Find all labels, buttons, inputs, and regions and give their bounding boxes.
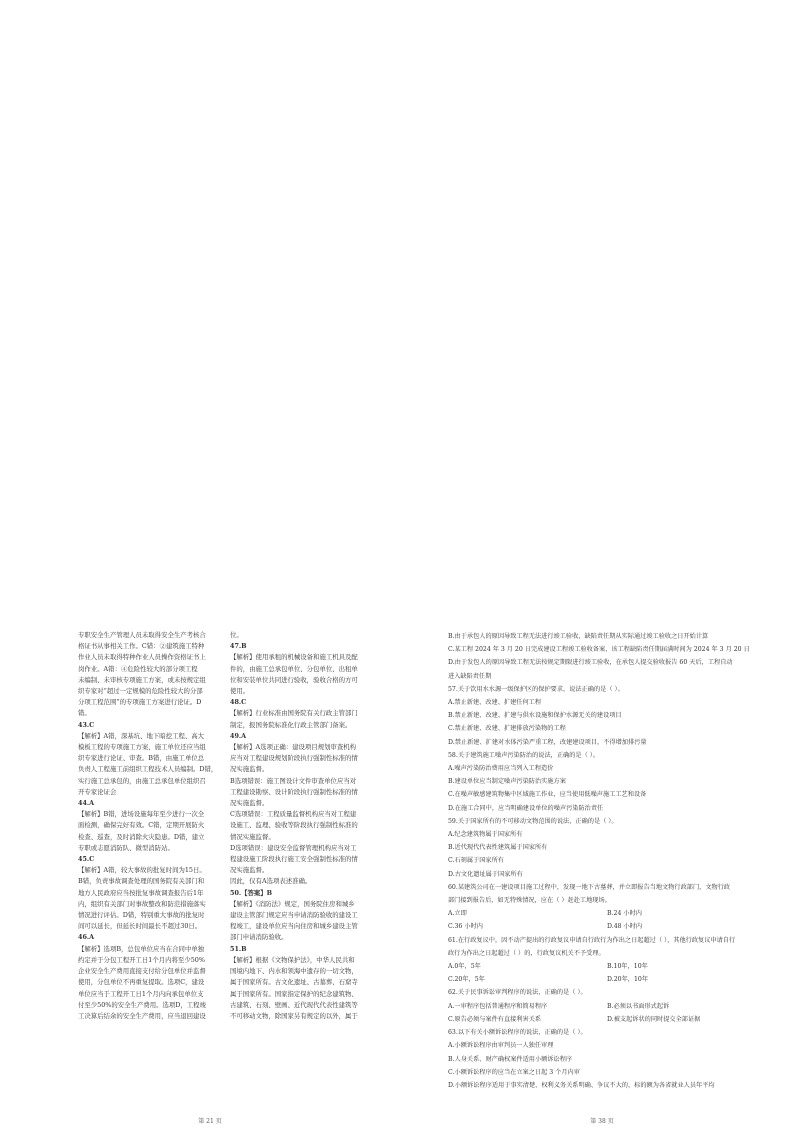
left-column-b <box>230 630 365 1022</box>
answer-number: 43.C <box>78 720 95 729</box>
text-line: 位和安装单位共同进行验收，验收合格的方可 <box>230 675 358 684</box>
text-line: 【解析】A错，较大事故的批复时间为15日。 <box>78 866 206 875</box>
text-line: B选项错误：施工图设计文件审查单位应当对 <box>230 776 357 785</box>
option: D.48 小时内 <box>607 923 643 931</box>
text-line: 开专家论证会 <box>78 787 117 796</box>
text-line: B.由于承包人的原因导致工程无法进行竣工验收，缺陷责任期从实际通过竣工验收之日开始计算 <box>448 633 709 640</box>
q62-options <box>448 1013 766 1026</box>
text-line: 负责人工程施工前组织工程技术人员编制。D错， <box>78 765 218 774</box>
option: C.禁止新建、改建、扩建排放污染物的工程 <box>448 725 566 733</box>
option: B.禁止新建、改建、扩建与供水设施和保护水源无关的建设项目 <box>448 712 622 720</box>
question-58: 58.关于建筑施工噪声污染防治的说法，正确的是（ ）。 <box>448 751 600 759</box>
option: C.20年，5年 <box>448 976 485 984</box>
text-line: 件的，由施工总承包单位、分包单位、出租单 <box>230 664 358 673</box>
answer-number: 44.A <box>78 799 95 808</box>
option: B.建设单位应当制定噪声污染防治实施方案 <box>448 778 566 786</box>
text-line: 情况进行评估。D错，特别重大事故的批复时 <box>78 911 205 920</box>
page-number-right: 第 38 页 <box>590 1118 614 1125</box>
text-line: C.某工程 2024 年 3 月 20 日完成建设工程竣工验收备案，该工程缺陷责任期届满时间为 2024 年 3 月 20 日 <box>448 646 750 654</box>
option: D.小额诉讼程序适用于事实清楚、权利义务关系明确、争议不大的，标的额为各省就业人员年平均 <box>448 1081 715 1089</box>
text-line: 况实施监督。 <box>230 765 269 774</box>
question-63: 63.以下有关小额诉讼程序的说法，正确的是（ ）。 <box>448 1029 587 1037</box>
text-line: 工决算后结余的安全生产费用，应当退回建设 <box>78 1011 206 1020</box>
text-line: 专职或志愿消防队、微型消防站。 <box>78 843 174 852</box>
text-line: 作业人员未取得特种作业人员操作资格证书上 <box>78 653 206 662</box>
option: A.噪声污染防治费用应当列入工程造价 <box>448 765 554 773</box>
text-line: 况实施监督。 <box>230 799 269 808</box>
option: A.小额诉讼程序由审判员一人独任审理 <box>448 1042 554 1050</box>
q60-options <box>448 920 766 933</box>
answer-number: 46.A <box>78 933 95 942</box>
option: D.在施工合同中，应当明确建设单位的噪声污染防治责任 <box>448 804 604 812</box>
text-line: 属于国家所有。国家指定保护的纪念建筑物、 <box>230 989 358 998</box>
text-line: 设施工、监理、验收等阶段执行强制性标准的 <box>230 821 358 830</box>
option: D.古文化遗址属于国家所有 <box>448 870 523 878</box>
text-line: 【解析】根据《文物保护法》，中华人民共和 <box>230 955 355 964</box>
document-spread <box>0 618 800 1132</box>
text-line: 【解析】使用承租的机械设备和施工机具及配 <box>230 653 358 662</box>
text-line: 【解析】选项B，总包单位应当在合同中单独 <box>78 944 205 953</box>
text-line: 间可以延长，但延长时间最长不超过30日。 <box>78 922 202 931</box>
right-page <box>400 618 800 1132</box>
text-line: 面检测，确保完好有效。C错，定期开展防火 <box>78 821 205 830</box>
text-line: 地方人民政府应当按批复事故调查报告后1年 <box>78 888 204 897</box>
text-line: 工程建设勘察、设计阶段执行强制性标准的情 <box>230 787 358 796</box>
text-line: 织专家进行论证、审查。B错，由施工单位总 <box>78 754 205 763</box>
text-line: C选项错误：工程质量监督机构应当对工程建 <box>230 810 357 819</box>
text-line: 制定，报国务院标准化行政主管部门备案。 <box>230 720 352 729</box>
q61-options <box>448 973 766 986</box>
text-line: 付至少50%的安全生产费用。选项D，工程竣 <box>78 1000 206 1009</box>
text-line: 单位应当于工程开工日1个月内向承包单位支 <box>78 989 204 998</box>
answer-number: 45.C <box>78 855 95 864</box>
option: B.10年，10年 <box>607 963 648 971</box>
option: A.0年，5年 <box>448 963 481 971</box>
text-line: 程建设施工阶段执行施工安全强制性标准的情 <box>230 855 358 864</box>
option: C.原告必须与案件有直接利害关系 <box>448 1015 542 1023</box>
text-line: 织专家对“超过一定规模的危险性较大的分部 <box>78 687 203 696</box>
answer-number: 51.B <box>230 944 247 953</box>
text-line: 况实施监督。 <box>230 866 269 875</box>
text-line: 专职安全生产管理人员未取得安全生产考核合 <box>78 631 206 639</box>
text-line: 建设主管部门规定应当申请消防验收的建设工 <box>230 911 358 920</box>
text-line: 因此，仅有A选项表述准确。 <box>230 877 312 886</box>
text-line: 企业安全生产费用直接支付给分包单位并监督 <box>78 967 206 976</box>
question-61: 61.在行政复议中，因不动产提出的行政复议申请自行政行为作出之日起超过（ ），其他行政复议申请自行 <box>448 936 736 944</box>
option: A.禁止新建、改建、扩建任何工程 <box>448 699 542 707</box>
answer-number: 49.A <box>230 731 247 740</box>
option: A.立即 <box>448 910 467 918</box>
text-line: 岗作业。A错：④危险性较大的部分项工程 <box>78 664 198 673</box>
option: B.24 小时内 <box>607 910 642 918</box>
question-60: 60.某建筑公司在一建设项目施工过程中，发现一地下古墓葬，并立即报告当地文物行政部门，文物行政 <box>448 883 731 891</box>
text-line: 部门申请消防验收。 <box>230 933 288 942</box>
text-line: D.由于发包人的原因导致工程无法按规定期限进行竣工验收，在承包人提交验收报告 60 天后，工程自动 <box>448 659 733 667</box>
text-line: 属于国家所有。古文化遗址、古墓葬、石窟寺 <box>230 978 358 987</box>
text-line: 【解析】A选项正确：建设项目规划审查机构 <box>230 743 357 752</box>
q60-options <box>448 907 766 920</box>
option: A.一审程序包括普通程序和简易程序 <box>448 1002 548 1010</box>
text-line: 【解析】B错，进场设施每年至少进行一次全 <box>78 810 205 819</box>
text-line: 不可移动文物，除国家另有规定的以外，属于 <box>230 1011 358 1020</box>
option: B.必须以书面形式起诉 <box>607 1002 670 1010</box>
text-line: 未编制、未审核专项施工方案，或未按规定组 <box>78 675 206 684</box>
text-line: 错。 <box>78 709 91 718</box>
left-column-a <box>78 630 218 1022</box>
text-line: 国境内地下、内水和领海中遗存的一切文物， <box>230 967 358 976</box>
text-line: 使用，分包单位不再重复提取。选项C，建设 <box>78 978 205 987</box>
text-line: 格证书从事相关工作。C错：②建筑施工特种 <box>78 642 205 651</box>
option: C.在噪声敏感建筑物集中区域施工作业，应当使用低噪声施工工艺和设备 <box>448 791 647 799</box>
text-line: 部门接到报告后，如无特殊情况，应在（ ）赶赴工地现场。 <box>448 897 611 905</box>
q61-options <box>448 960 766 973</box>
page-number-left: 第 21 页 <box>198 1118 222 1125</box>
text-line: 【解析】《消防法》规定，国务院住房和城乡 <box>230 899 355 908</box>
option: D.禁止新建、扩建对水体污染严重工程，改建建设项目，不得增加排污量 <box>448 738 647 746</box>
text-line: 位。 <box>230 631 243 639</box>
text-line: 模板工程的专项施工方案，施工单位还应当组 <box>78 743 206 752</box>
text-line: D选项错误：建设安全监督管理机构应当对工 <box>230 843 357 852</box>
option: C.小额诉讼程序的应当在立案之日起 3 个月内审 <box>448 1068 580 1076</box>
question-59: 59.关于国家所有的不可移动文物范围的说法，正确的是（ ）。 <box>448 817 618 825</box>
option: B.近代现代代表性建筑属于国家所有 <box>448 844 548 852</box>
right-column <box>448 630 766 1092</box>
option: C.石刻属于国家所有 <box>448 857 504 865</box>
left-page <box>0 618 400 1132</box>
option: D.20年，10年 <box>607 976 649 984</box>
text-line: 情况实施监督。 <box>230 832 275 841</box>
option: B.人身关系、财产确权案件适用小额诉讼程序 <box>448 1055 573 1063</box>
answer-number: 50.【答案】B <box>230 888 273 897</box>
answer-number: 48.C <box>230 698 247 707</box>
text-line: 检查、巡查，及时消除火灾隐患。D错，建立 <box>78 832 205 841</box>
option: A.纪念建筑物属于国家所有 <box>448 831 523 839</box>
text-line: 进入缺陷责任期 <box>448 672 492 680</box>
question-62: 62.关于民事诉讼审判程序的说法，正确的是（ ）。 <box>448 989 587 997</box>
text-line: 使用。 <box>230 687 250 696</box>
text-line: 约定并于分包工程开工日1个月内将至少50% <box>78 955 205 964</box>
text-line: 内，组织有关部门对事故整改和防范措施落实 <box>78 899 206 908</box>
text-line: 分项工程范围”的专项施工方案进行论证。D <box>78 698 202 707</box>
text-line: B错，负责事故调查处理的国务院有关部门和 <box>78 877 205 886</box>
q62-options <box>448 1000 766 1013</box>
question-57: 57.关于饮用水水源一级保护区的保护要求，说法正确的是（ ）。 <box>448 685 624 693</box>
text-line: 古建筑、石刻、壁画、近代现代代表性建筑等 <box>230 1000 358 1009</box>
option: D.被支起诉状的同时提交全部证据 <box>607 1015 701 1023</box>
answer-number: 47.B <box>230 642 247 651</box>
text-line: 【解析】A错，深基坑、地下暗挖工程、高大 <box>78 731 205 740</box>
text-line: 应当对工程建设规划阶段执行强制性标准的情 <box>230 754 358 763</box>
text-line: 政行为作出之日起超过（ ）的，行政复议机关不予受理。 <box>448 949 605 957</box>
text-line: 【解析】行业标准由国务院有关行政主管部门 <box>230 709 358 718</box>
text-line: 实行施工总承包的，由施工总承包单位组织召 <box>78 776 206 785</box>
text-line: 程竣工，建设单位应当向住房和城乡建设主管 <box>230 922 358 931</box>
option: C.36 小时内 <box>448 923 483 931</box>
